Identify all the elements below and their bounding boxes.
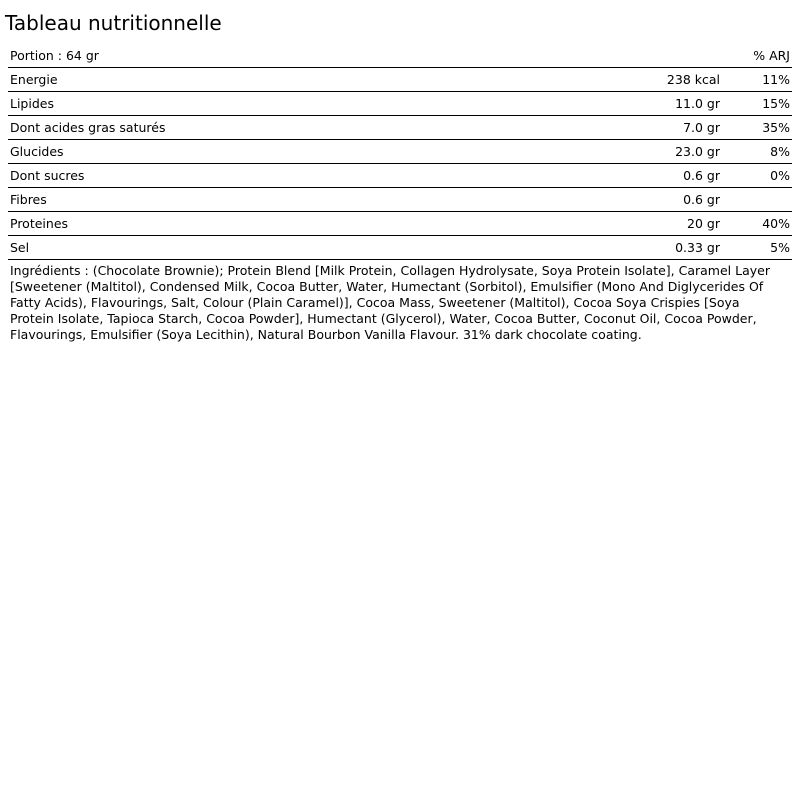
nutrient-pct: 11% — [762, 72, 790, 87]
table-row — [8, 164, 792, 188]
nutrient-label: Fibres — [10, 192, 47, 207]
nutrient-pct: 8% — [770, 144, 790, 159]
portion-label: Portion : 64 gr — [10, 48, 99, 63]
table-row — [8, 68, 792, 92]
nutrient-amount: 11.0 gr — [675, 96, 720, 111]
ingredients-text: Ingrédients : (Chocolate Brownie); Protein Blend [Milk Protein, Collagen Hydrolysate, Soya Protein Isolate], Caramel Layer [Sweetener (Maltitol), Condensed Milk, Cocoa Butter, Water, Humectant (Sorbitol), Emulsifier (Mono And Diglycerides Of Fatty Acids), Flavourings, Salt, Colour (Plain Caramel)], Cocoa Mass, Sweetener (Maltitol), Cocoa Soya Crispies [Soya Protein Isolate, Tapioca Starch, Cocoa Powder], Humectant (Glycerol), Water, Cocoa Butter, Coconut Oil, Cocoa Powder, Flavourings, Emulsifier (Soya Lecithin), Natural Bourbon Vanilla Flavour. 31% dark chocolate coating. — [10, 263, 770, 342]
nutrient-amount: 0.6 gr — [683, 192, 720, 207]
nutrient-pct: 5% — [770, 240, 790, 255]
table-row — [8, 188, 792, 212]
nutrient-label: Energie — [10, 72, 58, 87]
nutrient-amount: 0.6 gr — [683, 168, 720, 183]
nutrient-amount: 23.0 gr — [675, 144, 720, 159]
nutrient-label: Lipides — [10, 96, 54, 111]
nutrient-label: Dont sucres — [10, 168, 85, 183]
table-row — [8, 140, 792, 164]
nutrient-label: Dont acides gras saturés — [10, 120, 166, 135]
table-row — [8, 236, 792, 260]
table-row — [8, 212, 792, 236]
nutrient-amount: 238 kcal — [666, 72, 720, 87]
nutrient-amount: 0.33 gr — [675, 240, 720, 255]
nutrient-label: Glucides — [10, 144, 64, 159]
nutrient-amount: 7.0 gr — [683, 120, 720, 135]
nutrient-pct: 35% — [762, 120, 790, 135]
table-row — [8, 116, 792, 140]
page-title: Tableau nutritionnelle — [5, 11, 222, 35]
nutrient-pct: 40% — [762, 216, 790, 231]
nutrient-label: Proteines — [10, 216, 69, 231]
nutrient-pct: 15% — [762, 96, 790, 111]
nutrition-table — [8, 44, 792, 260]
header-pct: % ARJ — [753, 48, 790, 63]
nutrient-label: Sel — [10, 240, 30, 255]
table-header-row — [8, 44, 792, 68]
nutrient-amount: 20 gr — [687, 216, 720, 231]
table-row — [8, 92, 792, 116]
nutrient-pct: 0% — [770, 168, 790, 183]
